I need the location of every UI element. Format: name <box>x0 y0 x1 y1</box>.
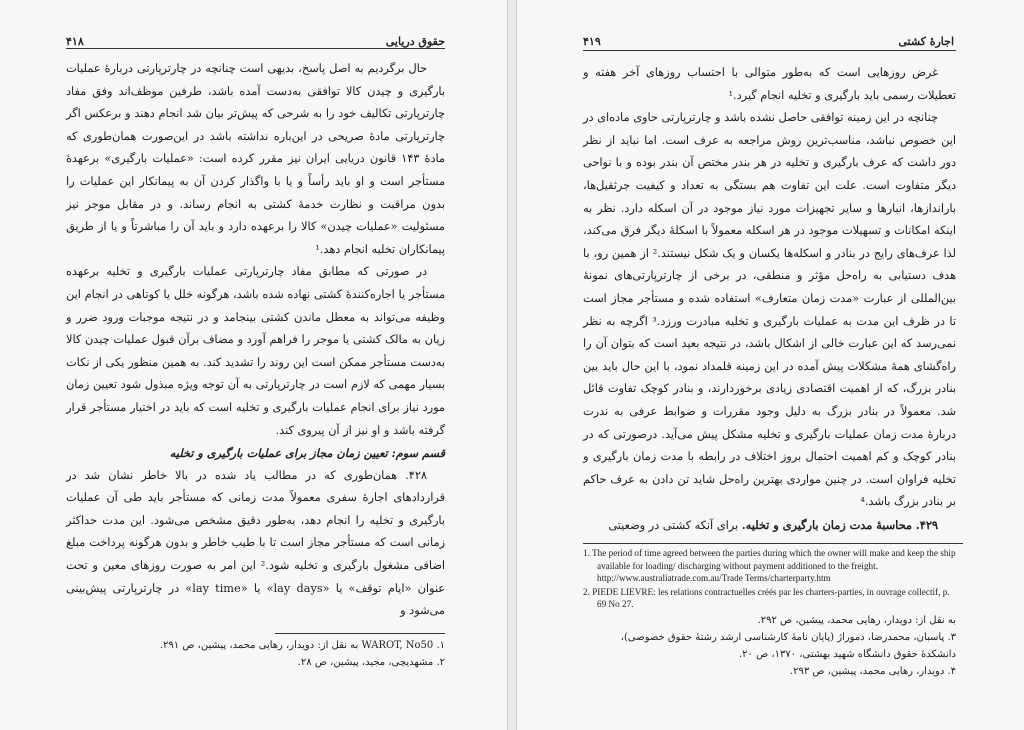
book-gutter <box>508 0 516 730</box>
left-numbered-paragraph: ۴۲۸. همان‌طوری که در مطالب یاد شده در بالا خاطر نشان شد در قراردادهای اجارهٔ سفری معمولاً مدت زمانی که مستأجر باید طی آن عملیات بارگیری و تخلیه را انجام دهد، به‌طور دقیق مشخص می‌شود. این مدت حداکثر زمانی است که مستأجر مجاز است تا با طیب خاطر و بدون هرگونه پرداخت مبلغ اضافی مشغول بارگیری و تخلیه شود.² این امر به صورت روزهای معین و تحت عنوان «ایام توقف» یا «lay days» یا «lay time» در چارترپارتی پیش‌بینی می‌شود و <box>66 468 446 618</box>
right-paragraph-1: غرض روزهایی است که به‌طور متوالی با احتساب روزهای آخر هفته و تعطیلات رسمی باید بارگیری و تخلیه انجام گیرد.¹ <box>583 66 956 102</box>
left-footnotes <box>66 637 445 671</box>
right-page <box>516 0 1024 730</box>
left-subheading: قسم سوم: تعیین زمان مجاز برای عملیات بارگیری و تخلیه <box>169 446 445 461</box>
right-numbered-tail: برای آنکه کشتی در وضعیتی <box>608 518 739 532</box>
right-paragraph-2: چنانچه در این زمینه توافقی حاصل نشده باشد و چارترپارتی حاوی ماده‌ای در این خصوص نباشد، مناسب‌ترین روش مراجعه به عرف است. اما نباید از نظر دور داشت که عرف بارگیری و تخلیه در هر بندر مختص آن بندر بوده و با نواحی دیگر متفاوت است. علت این تفاوت هم بستگی به تعداد و کیفیت جرثقیل‌ها، بارانداز‌ها، انبارها و سایر تجهیزات مورد نیاز موجود در آن اسکله دارد. نظر به اینکه امکانات و تسهیلات موجود در هر اسکله معمولاً با اسکلهٔ دیگر فرق می‌کند، لذا عرف‌های رایج در بنادر و اسکله‌ها یکسان و یک شکل نیستند.² از همین رو، با هدف دستیابی به راه‌حل مؤثر و منطقی، در برخی از چارترپارتی‌های نمونهٔ بین‌المللی از عبارت «مدت زمان متعارف» استفاده شده و مستأجر مجاز است تا در ظرف این مدت به عملیات بارگیری و تخلیه مبادرت ورزد.³ اگرچه به نظر نمی‌رسد که این عبارت خالی از اشکال باشد، در نتیجه بعید است که بتوان آن را راه‌گشای همهٔ مشکلات پیش آمده در این زمینه قلمداد نمود، با این حال باید بین بنادر بزرگ، که از اهمیت اقتصادی زیادی برخوردارند، و بنادر کوچک تفاوت قائل شد. معمولاً در بنادر بزرگ به دلیل وجود مقررات و ضوابط عرفی به ندرت دربارهٔ مدت زمان عملیات بارگیری و تخلیه مشکل پیش می‌آید. درصورتی که در بنادر کوچک و کم اهمیت احتمال بروز اختلاف در رابطه با مدت زمان بارگیری و تخلیه فراوان است. در چنین مواردی بهترین راه‌حل شاید تن دادن به عرف حاکم بر بنادر بزرگ باشد.⁴ <box>583 111 956 509</box>
right-page-title: اجارهٔ کشتی <box>898 35 954 48</box>
left-paragraph-1: حال برگردیم به اصل پاسخ، بدیهی است چنانچه در چارترپارتی دربارهٔ عملیات بارگیری و چیدن کالا توافقی به‌دست آمده باشد، طرفین موظف‌اند وفق مفاد چارترپارتی تکالیف خود را به شرحی که پیش‌تر بیان شد انجام دهند و برعکس اگر چارترپارتی مادهٔ صریحی در این‌باره نداشته باشد در این‌صورت همان‌طوری که مادهٔ ۱۴۳ قانون دریایی ایران نیز مقرر کرده است: «عملیات بارگیری» برعهدهٔ مستأجر است و او باید رأساً و یا با واگذار کردن آن به پیمانکار این عملیات را بدون مراقبت و نظارت خدمهٔ کشتی به انجام رساند. و در مقابل موجر نیز مسئولیت «عملیات چیدن» کالا را برعهده دارد و باید آن را مباشرتاً و یا از طریق پیمانکاران تخلیه انجام دهد.¹ <box>66 62 445 256</box>
left-footnote-1: ۱. WAROT, No50 به نقل از: دویدار، رهایی محمد، پیشین، ص ۲۹۱. <box>159 640 445 651</box>
right-numbered-paragraph <box>583 514 956 538</box>
left-page-number: ۴۱۸ <box>66 35 84 48</box>
right-footnote-fa-2: ۳. پاسبان، محمدرضا، دموراژ (پایان نامهٔ کارشناسی ارشد رشتهٔ حقوق خصوصی)، دانشکدهٔ حقوق دانشگاه شهید بهشتی، ۱۳۷۰، ص ۲۰. <box>620 631 956 660</box>
left-page-body <box>66 58 445 623</box>
right-page-header <box>583 28 954 48</box>
right-footnote-fa-1: به نقل از: دویدار، رهایی محمد، پیشین، ص ۲۹۲. <box>757 614 956 626</box>
right-footnote-fa-3: ۴. دویدار، رهایی محمد، پیشین، ص ۲۹۳. <box>789 665 956 677</box>
left-paragraph-2: در صورتی که مطابق مفاد چارترپارتی عملیات بارگیری و تخلیه برعهده مستأجر یا اجاره‌کنندهٔ کشتی نهاده شده باشد، هرگونه خلل یا کوتاهی در انجام این وظیفه می‌تواند به معطل ماندن کشتی بینجامد و در نتیجه موجبات ورود ضرر و زیان به مالک کشتی یا موجر را فراهم آورد و مضاف برآن قبول عملیات چیدن کالا به‌دست مستأجر ممکن است این روند را تشدید کند. به همین منظور یکی از نکات بسیار مهمی که لازم است در چارترپارتی به آن توجه ویژه مبذول شود تعیین زمان مورد نیاز برای انجام عملیات بارگیری و تخلیه است که باید در اختیار مستأجر قرار گرفته باشد و او نیز از آن پیروی کند. <box>66 265 445 437</box>
left-header-rule <box>66 48 445 49</box>
right-footnotes <box>583 547 956 680</box>
right-footnote-en-2: 2. PIEDE LIEVRE: les relations contractuelles créés par les charters-parties, in ouvrage collectif, p. 69 No 27. <box>583 586 950 609</box>
right-page-number: ۴۱۹ <box>583 35 601 48</box>
left-page-title: حقوق دریایی <box>385 35 445 48</box>
right-footnote-en-1: 1. The period of time agreed between the parties during which the owner will make and keep the ship available for loading/ discharging without payment additioned to the freight. http://www.australiatrade.com.au/Trade Terms/charterparty.htm <box>583 548 956 583</box>
left-page-header <box>66 28 445 48</box>
left-footnote-2: ۲. مشهدیچی، مجید، پیشین، ص ۲۸. <box>297 657 445 668</box>
left-footnote-rule <box>275 633 445 634</box>
right-header-rule <box>583 50 956 51</box>
right-footnote-rule <box>583 543 963 544</box>
right-page-body <box>583 62 956 537</box>
left-page <box>0 0 508 730</box>
right-numbered-heading: ۴۲۹. محاسبهٔ مدت زمان بارگیری و تخلیه. <box>741 517 938 532</box>
